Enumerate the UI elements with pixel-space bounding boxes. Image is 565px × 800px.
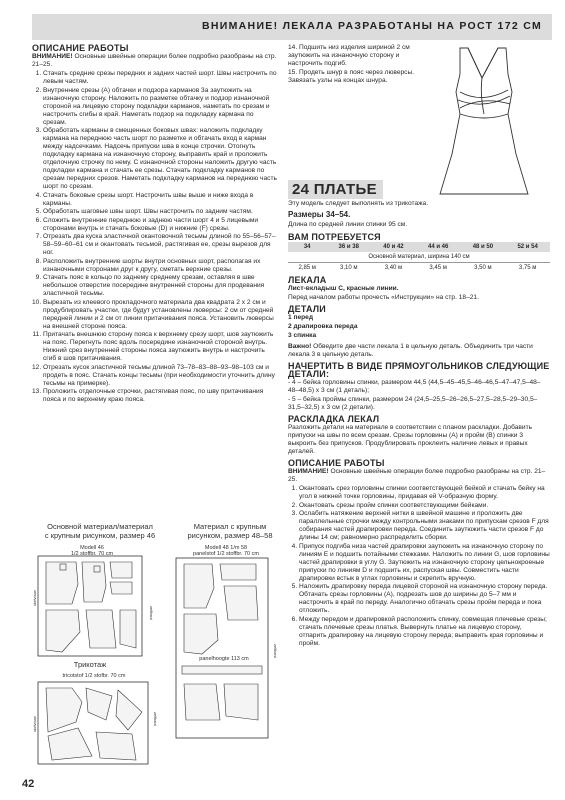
size-cell: 44 и 46 [416, 242, 461, 252]
detail-item: 3 спинка [288, 332, 317, 339]
details-heading: ДЕТАЛИ [288, 304, 326, 314]
size-cell: 34 [288, 242, 326, 252]
dress-sizes: Размеры 34–54. [288, 210, 351, 219]
step-item: 6. Сложить внутренние переднюю и заднюю части шорт 4 и 5 лицевыми сторонами внутрь и стачать боковые (D) и нижние (F) срезы. [43, 217, 277, 233]
detail-item: 1 перед [288, 314, 314, 321]
caption-line: рисунком, размер 48–58 [187, 531, 273, 540]
amount-cell: 3,10 м [339, 265, 358, 271]
layout-diagram-3 [32, 672, 162, 768]
diagram3-caption: Трикотаж [73, 660, 107, 669]
step-item: 6. Между передом и драпировкой расположить спинку, совмещая плечевые срезы; стачать плечевые срезы платья. Вывернуть платье на лицевую сторону, отпарить драпировку на лицевую сторону переда; выправить края горловины и пройм. [299, 616, 550, 648]
fold-label: stofvouw [32, 716, 37, 732]
selvage-label: zelfkant [149, 606, 154, 620]
step-text: Подшить низ изделия шириной 2 см заутюжить на изнаночную сторону и настрочить подгиб. [288, 44, 410, 67]
step-item: 5. Обработать шаговые швы шорт. Швы настрочить по задним частям. [43, 208, 277, 216]
table-row [288, 252, 550, 263]
material-heading: ВАМ ПОТРЕБУЕТСЯ [288, 232, 381, 242]
dress-subtitle: Эту модель следует выполнять из трикотажа. [288, 200, 429, 207]
step-item: 7. Отрезать два куска эластичной окантовочной тесьмы длиной по 55–56–57–58–59–60–61 см и окантовать тесьмой, растягивая ее, срезы вырезов для ног. [43, 233, 277, 257]
step-item: 11. Притачать внешнюю сторону пояса к верхнему срезу шорт, шов заутюжить на пояс. Перегнуть пояс вдоль посередине изнаночной стороной внутрь. Нижний срез внутренней стороны пояса заутюжить внутрь и настрочить сгиб в шов притачивания. [43, 331, 277, 363]
work2-steps-list [288, 485, 550, 648]
layout-diagram-1 [32, 544, 162, 662]
selvage-label: zelfkant [153, 712, 158, 726]
step-14 [288, 44, 423, 68]
step-number: 14. [288, 44, 298, 51]
selvage-label: zelfkant [273, 644, 278, 658]
attention-label: ВНИМАНИЕ! [32, 53, 73, 60]
size-cell: 40 и 42 [371, 242, 416, 252]
amount-cell: 3,45 м [429, 265, 447, 271]
diagram-label: Modell 46 [80, 545, 104, 551]
step-item: 1. Окантовать срез горловины спинки соответствующей бейкой и стачать бейку на угол в нижней точке горловины, придавая ей V-образную форму. [299, 485, 550, 501]
lekala-before: Перед началом работы прочесть «Инструкции» на стр. 18–21. [288, 294, 479, 301]
step-item: 8. Расположить внутренние шорты внутри основных шорт, располагая их изнаночными сторонами друг к другу, сметать верхние срезы. [43, 258, 277, 274]
right-top-steps [288, 44, 423, 86]
diagram-label: tricotstof 1/2 stofbr. 70 cm [62, 673, 126, 679]
left-heading: ОПИСАНИЕ РАБОТЫ [32, 43, 129, 53]
step-item: 9. Стачать пояс в кольцо по заднему среднему срезам, оставляя в шве небольшое отверстие посередине внутренней стороны для продевания эластичной тесьмы. [43, 274, 277, 298]
work2-heading: ОПИСАНИЕ РАБОТЫ [288, 458, 385, 468]
dress-info [288, 200, 550, 648]
fabric-note: Основной материал, ширина 140 см [288, 252, 550, 263]
size-cell: 36 и 38 [326, 242, 371, 252]
amount-cell: 2,85 м [298, 265, 316, 271]
diagram-label: 1/2 stoffbr. 70 cm [70, 551, 114, 557]
caption-line: с крупным рисунком, размер 46 [44, 531, 156, 540]
step-item: 3. Обработать карманы в смещенных боковых швах: наложить подкладку кармана на переднюю часть шорт по разметке и обтачать вход в карман между надсечками. Надсечь припуски шва в конце строчки. Отогнуть подкладку кармана на изнаночную сторону, выправить край и проложить отделочную строчку по нему. С изнаночной стороны наложить другую часть подкладки кармана и стачать ее срезы. Стачать подкладку карманов по срезам передних срезов. Наметать подкладку карманов на переднюю часть шорт по срезам. [43, 127, 277, 191]
diagram-label: panelhoogte 113 cm [199, 656, 249, 662]
material-table [288, 242, 550, 273]
layout-text: Разложить детали на материале в соответствии с планом раскладки. Добавить припуски на швы по всем срезам. Срезы горловины (A) и пройм (B) спинки 3 выкроить без припусков. Продублировать проклеить наличие левых и правых деталей. [288, 424, 533, 455]
detail-item: 2 драпировка переда [288, 323, 358, 330]
caption-line: Основной материал/материал [47, 522, 153, 531]
important-note [288, 343, 550, 359]
header-bar [32, 14, 552, 40]
step-15 [288, 69, 423, 85]
table-row [288, 263, 550, 274]
left-attention [32, 53, 277, 69]
lekala-sheet: Лист-вкладыш С, красные линии. [288, 285, 399, 292]
layout-diagram-2 [170, 544, 282, 744]
attention-label: ВНИМАНИЕ! [288, 468, 329, 475]
step-item: 12. Отрезать кусок эластичной тесьмы длиной 73–78–83–88–93–98–103 см и продеть в пояс. Стачать концы тесьмы (при необходимости уточнить длину тесьмы на примерке). [43, 364, 277, 388]
work2-attention [288, 468, 550, 484]
fold-label: stofvouw [32, 590, 37, 606]
step-item: 2. Внутренние срезы (А) обтачки и подзора карманов 3а заутюжить на изнаночную сторону. Наложить по разметке обтачку и подзор изнаночной стороной на лицевую сторону подкладки карманов, наметать по срезам и настрочить сгибы в край. Наметать подзор на подкладку кармана по срезам. [43, 87, 277, 127]
step-item: 1. Стачать средние срезы передних и задних частей шорт. Швы настрочить по левым частям. [43, 70, 277, 86]
size-cell: 52 и 54 [505, 242, 550, 252]
step-item: 4. Припуск подгиба низа частей драпировки заутюжить на изнаночную сторону по линиям E и подшить потайными стежками. Наложить по линии G, шов горловины частей драпировки в углу G. Заутюжить на изнаночную сторону цельнокроеные припуски по линиям D и подшить их, распуская швы. Совместить части драпировки встык в углах горловины и скрепить вручную. [299, 543, 550, 583]
attention-text: Основные швейные операции более подробно разобраны на стр. 21–25. [288, 468, 546, 483]
important-label: Важно! [288, 343, 312, 350]
draw-item: - 5 – бейка проймы спинки, размером 24 (24,5–25,5–26–26,5–27,5–28,5–29–30,5–31,5–32,5) х 3 см (2 детали). [288, 396, 538, 411]
header-title: ВНИМАНИЕ! ЛЕКАЛА РАЗРАБОТАНЫ НА РОСТ 172 СМ [202, 20, 542, 32]
amount-cell: 3,75 м [518, 265, 537, 271]
page-number: 42 [22, 778, 35, 790]
step-item: 13. Проложить отделочные строчки, растягивая пояс, по шву притачивания пояса и по верхнему краю пояса. [43, 388, 277, 404]
step-number: 15. [288, 69, 298, 76]
step-item: 2. Окантовать срезы пройм спинки соответствующими бейками. [299, 502, 550, 510]
size-cell: 48 и 50 [461, 242, 506, 252]
dress-illustration [420, 44, 550, 204]
diagram-label: Modell 48 1/m 58 [204, 545, 248, 551]
table-header-row [288, 242, 550, 252]
left-steps-list [32, 70, 277, 404]
important-text: Обведите две части лекала 1 в цельную деталь. Объединить три части лекала 3 в цельную деталь. [288, 343, 533, 358]
step-item: 5. Наложить драпировку переда лицевой стороной на изнаночную сторону переда. Обтачать срезы горловины (A), подрезать шов до ширины до 5–7 мм и настрочить в край по переду. Аналогично обтачать срезы пройм переда и пока отложить. [299, 583, 550, 615]
amount-cell: 3,40 м [384, 265, 403, 271]
step-item: 3. Ослабить натяжение верхней нитки в швейной машине и проложить две параллельные строчки между контрольными знаками по припускам срезов F для собирания частей драпировки переда. Соединить заутюжить части срезов F до длины 14 см; равномерно распределить сборки. [299, 510, 550, 542]
diagram1-caption [30, 522, 170, 540]
step-item: 10. Вырезать из клеевого прокладочного материала два квадрата 2 х 2 см и продублировать участки, где будут установлены люверсы: 2 см от средней передней линии и 2 см от линии притачивания пояса. Установить люверсы на внешней стороне пояса. [43, 299, 277, 331]
step-item: 4. Стачать боковые срезы шорт. Настрочить швы выше и ниже входа в карманы. [43, 192, 277, 208]
caption-line: Материал с крупным [193, 522, 267, 531]
left-column [32, 44, 277, 405]
lekala-heading: ЛЕКАЛА [288, 275, 327, 285]
draw-item: - 4 – бейка горловины спинки, размером 44,5 (44,5–45–45,5–46–46,5–47–47,5–48–48–48,5) х 3 см (1 деталь); [288, 379, 541, 394]
attention-text: Основные швейные операции более подробно разобраны на стр. 21–25. [32, 53, 277, 68]
dress-title: 24 ПЛАТЬЕ [288, 180, 383, 199]
dress-length: Длина по средней линии спинки 95 см. [288, 221, 408, 228]
diagram-label: panelstof 1/2 stoffbr. 70 cm [193, 551, 259, 557]
amount-cell: 3,50 м [474, 265, 492, 271]
layout-heading: РАСКЛАДКА ЛЕКАЛ [288, 414, 380, 424]
step-text: Продеть шнур в пояс через люверсы. Завязать узлы на концах шнура. [288, 69, 415, 84]
diagram2-caption [170, 522, 290, 540]
draw-heading: НАЧЕРТИТЬ В ВИДЕ ПРЯМОУГОЛЬНИКОВ СЛЕДУЮЩИЕ ДЕТАЛИ: [288, 361, 550, 379]
